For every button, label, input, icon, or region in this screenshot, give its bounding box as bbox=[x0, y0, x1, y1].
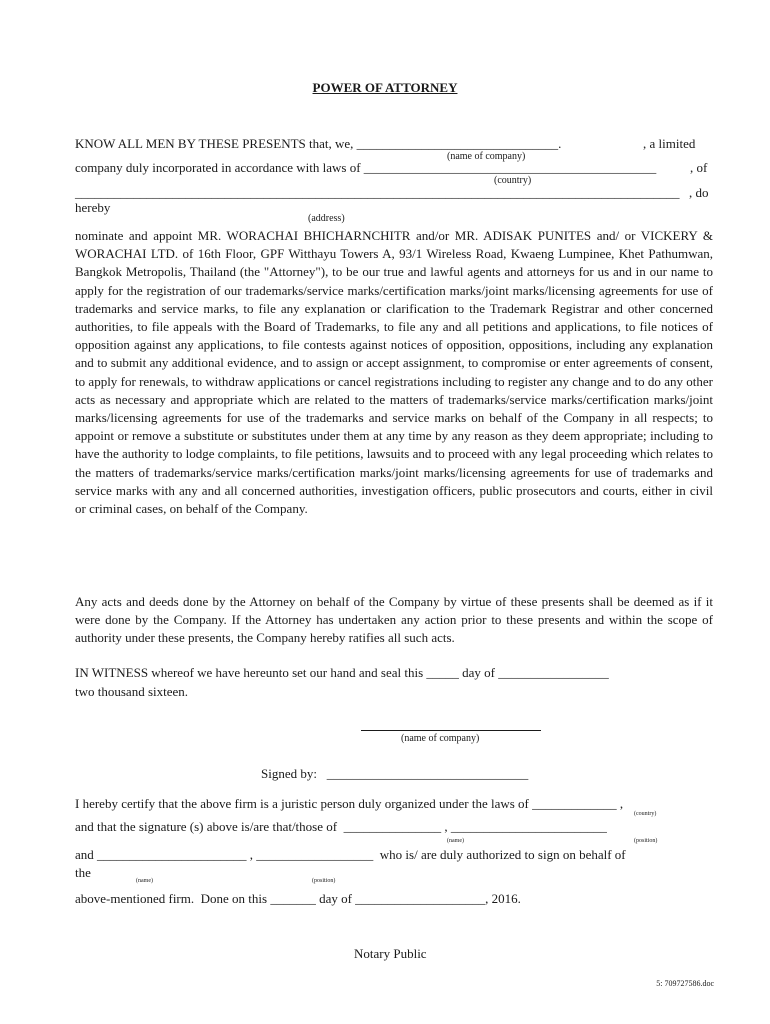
witness-line: IN WITNESS whereof we have hereunto set our hand and seal this _____ day of _________________ bbox=[75, 665, 609, 680]
caption-address: (address) bbox=[308, 213, 345, 224]
caption-position-authorized: (position) bbox=[312, 878, 336, 884]
preamble-address-blank: _____________________________________________________________________________________________ bbox=[75, 185, 680, 200]
caption-country: (country) bbox=[494, 175, 532, 186]
preamble-line-country-suffix: , of bbox=[690, 160, 708, 175]
caption-country-certify: (country) bbox=[634, 811, 657, 817]
caption-name-of-company: (name of company) bbox=[447, 151, 526, 162]
signatory-line: and that the signature (s) above is/are that/those of _______________ , ________________________ bbox=[75, 819, 607, 834]
document-footer-id: 5: 709727586.doc bbox=[656, 979, 714, 988]
ratification-paragraph: Any acts and deeds done by the Attorney on behalf of the Company by virtue of these presents shall be deemed as if it were done by the Company. If the Attorney has undertaken any action prior to these presents and within the scope of authority under these presents, the Company hereby ratifies all such acts. bbox=[75, 594, 713, 646]
preamble-line-company-suffix: , a limited bbox=[643, 136, 696, 151]
preamble-line-company: KNOW ALL MEN BY THESE PRESENTS that, we, _______________________________. bbox=[75, 136, 562, 151]
authorized-signer-continuation: the bbox=[75, 865, 91, 880]
certification-line: I hereby certify that the above firm is a juristic person duly organized under the laws of _____________ , bbox=[75, 796, 624, 811]
preamble-address-suffix: , do bbox=[689, 185, 709, 200]
authorized-signer-line: and _______________________ , __________________ who is/ are duly authorized to sign on behalf of bbox=[75, 847, 626, 862]
done-on-line: above-mentioned firm. Done on this _______ day of ____________________, 2016. bbox=[75, 891, 521, 906]
caption-name-of-company-signature: (name of company) bbox=[401, 733, 480, 744]
company-signature-line bbox=[361, 730, 541, 731]
appointment-paragraph: nominate and appoint MR. WORACHAI BHICHARNCHITR and/or MR. ADISAK PUNITES and/ or VICKERY & WORACHAI LTD. of 16th Floor, GPF Witthayu Towers A, 93/1 Wireless Road, Kwaeng Lumpinee, Khet Pathumwan, Bangkok Metropolis, Thailand (the "Attorney"), to be our true and lawful agents and attorneys for us and in our name to apply for the registration of our trademarks/service marks/certification marks/joint marks/licensing agreements for use of trademarks and service marks, to file any explanation or clarification to the Trademark Registrar and other concerned authorities, to file appeals with the Board of Trademarks, to file any and all petitions and applications, to file notices of opposition against any applications, to file contests against notices of opposition, oppositions, including any explanation and to submit any additional evidence, and to assign or accept assignment, to compromise or enter agreements of consent, to apply for renewals, to withdraw applications or cancel registrations including to register any change and to do any other acts as necessary and appropriate which are related to the matters of trademarks/service marks/certification marks/joint marks/licensing agreements for use of the trademarks and service marks on behalf of the Company in all respects; to appoint or remove a substitute or substitutes under them at any time by any reason as they deem appropriate; including to have the authority to lodge complaints, to file petitions, lawsuits and to proceed with any legal proceeding which relates to the matters of trademarks/service marks/certification marks/joint marks/licensing agreements for use of trademarks and service marks with any and all concerned authorities, investigation officers, public prosecutors and courts, either in civil or criminal cases, on behalf of the Company. bbox=[75, 228, 713, 517]
notary-public-label: Notary Public bbox=[354, 946, 427, 961]
caption-position-signatory: (position) bbox=[634, 838, 658, 844]
witness-year-line: two thousand sixteen. bbox=[75, 684, 189, 699]
preamble-line-country: company duly incorporated in accordance with laws of _____________________________________________ bbox=[75, 160, 657, 175]
signed-by-line: Signed by: _______________________________ bbox=[261, 766, 529, 781]
caption-name-signatory: (name) bbox=[447, 838, 464, 844]
preamble-hereby: hereby bbox=[75, 200, 111, 215]
document-title: POWER OF ATTORNEY bbox=[312, 80, 458, 95]
caption-name-authorized: (name) bbox=[136, 878, 153, 884]
